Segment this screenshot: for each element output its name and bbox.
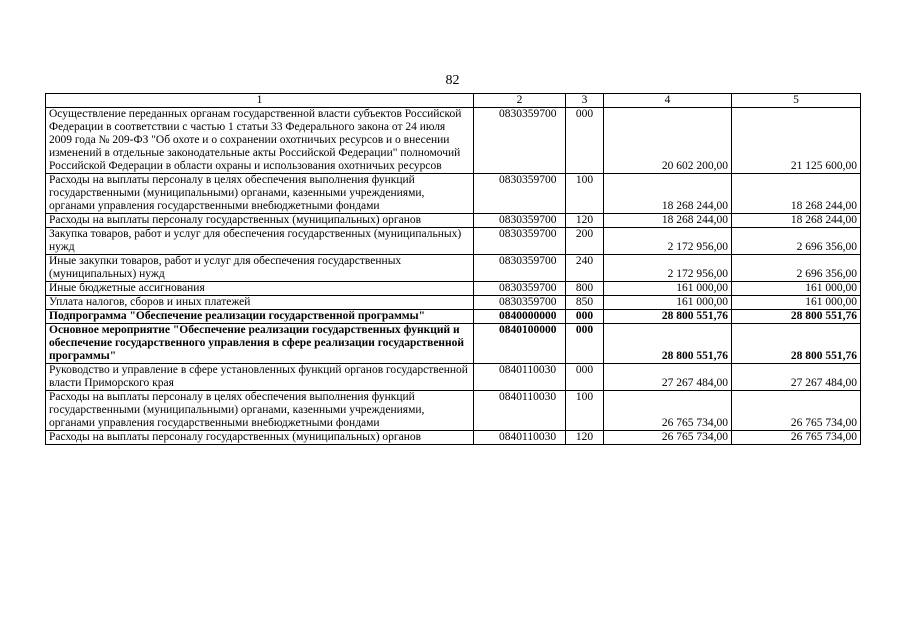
row-value-col4-cell: 28 800 551,76 [604,310,732,324]
table-row [46,255,861,282]
row-type-cell: 000 [566,364,604,391]
row-code-cell: 0830359700 [474,214,566,228]
row-value-col4-cell: 20 602 200,00 [604,108,732,174]
row-type-cell: 120 [566,214,604,228]
row-name-cell: Иные бюджетные ассигнования [46,282,474,296]
row-value-col4-cell: 18 268 244,00 [604,214,732,228]
table-row [46,296,861,310]
row-name-cell: Закупка товаров, работ и услуг для обеспечения государственных (муниципальных) нужд [46,228,474,255]
row-type-cell: 000 [566,310,604,324]
row-name-cell: Иные закупки товаров, работ и услуг для обеспечения государственных (муниципальных) нужд [46,255,474,282]
row-value-col5-cell: 26 765 734,00 [732,431,861,445]
row-value-col4-cell: 2 172 956,00 [604,255,732,282]
table-row [46,214,861,228]
table-header-row [46,94,861,108]
page-number: 82 [445,73,460,88]
row-name-cell: Расходы на выплаты персоналу государственных (муниципальных) органов [46,214,474,228]
row-type-cell: 100 [566,391,604,431]
budget-table [45,93,861,445]
row-type-cell: 240 [566,255,604,282]
table-row [46,282,861,296]
row-type-cell: 100 [566,174,604,214]
row-type-cell: 200 [566,228,604,255]
row-code-cell: 0830359700 [474,108,566,174]
row-name-cell: Расходы на выплаты персоналу в целях обеспечения выполнения функций государственными (муниципальными) органами, казенными учреждениями, органами управления государственными внебюджетными фондами [46,391,474,431]
row-code-cell: 0830359700 [474,282,566,296]
row-code-cell: 0840110030 [474,431,566,445]
row-code-cell: 0840000000 [474,310,566,324]
table-body [46,108,861,445]
row-value-col5-cell: 21 125 600,00 [732,108,861,174]
row-value-col4-cell: 18 268 244,00 [604,174,732,214]
row-value-col5-cell: 2 696 356,00 [732,255,861,282]
row-value-col5-cell: 161 000,00 [732,282,861,296]
row-value-col4-cell: 28 800 551,76 [604,324,732,364]
row-type-cell: 120 [566,431,604,445]
row-value-col5-cell: 26 765 734,00 [732,391,861,431]
row-name-cell: Расходы на выплаты персоналу государственных (муниципальных) органов [46,431,474,445]
table-row [46,391,861,431]
row-type-cell: 800 [566,282,604,296]
row-name-cell: Основное мероприятие "Обеспечение реализации государственных функций и обеспечение государственного управления в сфере реализации государственной программы" [46,324,474,364]
row-type-cell: 000 [566,324,604,364]
row-value-col5-cell: 27 267 484,00 [732,364,861,391]
row-value-col5-cell: 18 268 244,00 [732,214,861,228]
table-row [46,310,861,324]
row-value-col5-cell: 28 800 551,76 [732,310,861,324]
table-row [46,364,861,391]
table-row [46,324,861,364]
table-row [46,431,861,445]
row-name-cell: Осуществление переданных органам государственной власти субъектов Российской Федерации в соответствии с частью 1 статьи 33 Федерального закона от 24 июля 2009 года № 209-ФЗ "Об охоте и о сохранении охотничьих ресурсов и о внесении изменений в отдельные законодательные акты Российской Федерации" полномочий Российской Федерации в области охраны и использования охотничьих ресурсов [46,108,474,174]
column-header: 2 [474,94,566,108]
row-value-col4-cell: 27 267 484,00 [604,364,732,391]
row-code-cell: 0840110030 [474,391,566,431]
column-header: 3 [566,94,604,108]
row-value-col5-cell: 28 800 551,76 [732,324,861,364]
row-name-cell: Подпрограмма "Обеспечение реализации государственной программы" [46,310,474,324]
table-row [46,108,861,174]
row-name-cell: Уплата налогов, сборов и иных платежей [46,296,474,310]
row-value-col5-cell: 2 696 356,00 [732,228,861,255]
row-code-cell: 0830359700 [474,174,566,214]
row-code-cell: 0830359700 [474,228,566,255]
table-row [46,228,861,255]
row-value-col4-cell: 161 000,00 [604,296,732,310]
column-header: 4 [604,94,732,108]
row-type-cell: 850 [566,296,604,310]
row-code-cell: 0840110030 [474,364,566,391]
column-header: 5 [732,94,861,108]
row-code-cell: 0830359700 [474,296,566,310]
row-code-cell: 0840100000 [474,324,566,364]
row-value-col4-cell: 161 000,00 [604,282,732,296]
table-row [46,174,861,214]
column-header: 1 [46,94,474,108]
row-name-cell: Расходы на выплаты персоналу в целях обеспечения выполнения функций государственными (муниципальными) органами, казенными учреждениями, органами управления государственными внебюджетными фондами [46,174,474,214]
row-name-cell: Руководство и управление в сфере установленных функций органов государственной власти Приморского края [46,364,474,391]
row-value-col4-cell: 26 765 734,00 [604,391,732,431]
row-code-cell: 0830359700 [474,255,566,282]
row-value-col5-cell: 18 268 244,00 [732,174,861,214]
row-type-cell: 000 [566,108,604,174]
row-value-col5-cell: 161 000,00 [732,296,861,310]
row-value-col4-cell: 2 172 956,00 [604,228,732,255]
row-value-col4-cell: 26 765 734,00 [604,431,732,445]
